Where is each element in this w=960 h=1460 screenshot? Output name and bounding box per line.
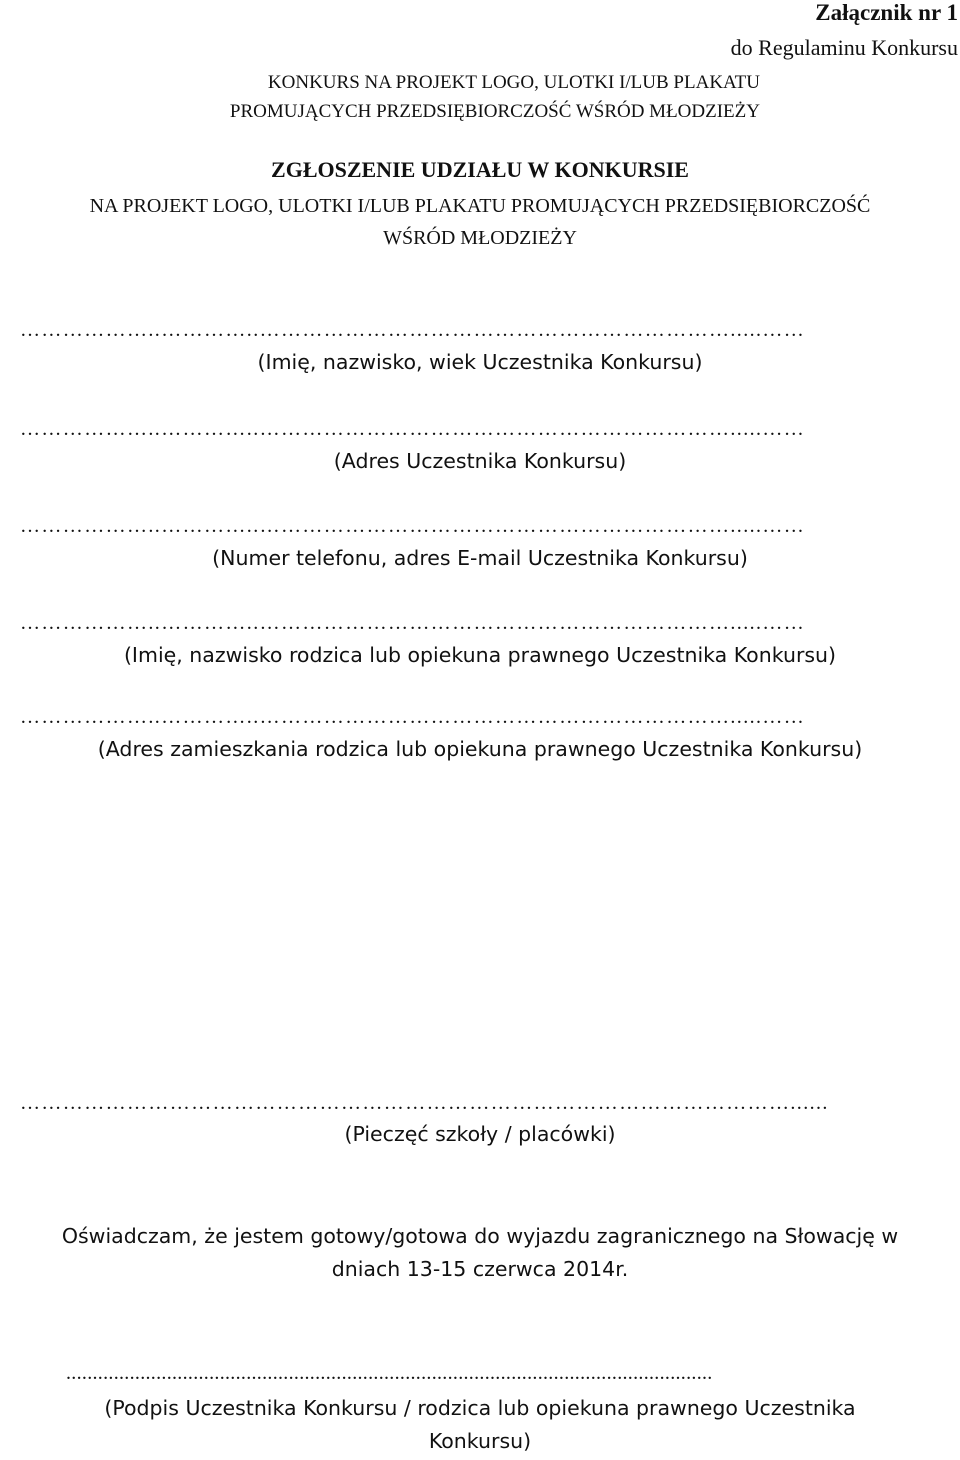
fill-line[interactable]: ………………..…………..………………………………………………………….....…… xyxy=(20,515,806,537)
fill-line[interactable]: ………………..…………..………………………………………………………….....…… xyxy=(20,612,806,634)
signature-caption xyxy=(0,1392,960,1458)
field-caption: (Numer telefonu, adres E-mail Uczestnika Konkursu) xyxy=(212,546,748,570)
form-heading-line3: WŚRÓD MŁODZIEŻY xyxy=(383,227,577,249)
declaration-line1: Oświadczam, że jestem gotowy/gotowa do wyjazdu zagranicznego na Słowację w xyxy=(61,1224,899,1248)
declaration-line2: dniach 13-15 czerwca 2014r. xyxy=(331,1257,629,1281)
field-caption: (Adres Uczestnika Konkursu) xyxy=(333,449,627,473)
annex-subtitle: do Regulaminu Konkursu xyxy=(730,35,958,60)
form-heading-line2: NA PROJEKT LOGO, ULOTKI I/LUB PLAKATU PROMUJĄCYCH PRZEDSIĘBIORCZOŚĆ xyxy=(89,195,871,217)
field-caption: (Adres zamieszkania rodzica lub opiekuna prawnego Uczestnika Konkursu) xyxy=(97,737,863,761)
fill-line[interactable]: ………………..…………..………………………………………………………….....…… xyxy=(20,706,806,728)
field-caption: (Imię, nazwisko, wiek Uczestnika Konkursu) xyxy=(257,350,703,374)
form-heading-title: ZGŁOSZENIE UDZIAŁU W KONKURSIE xyxy=(271,157,689,182)
fill-line[interactable]: ………………..…………..………………………………………………………….....…… xyxy=(20,418,806,440)
fill-line[interactable]: ………………..…………..………………………………………………………….....…… xyxy=(20,319,806,341)
declaration xyxy=(0,1220,960,1286)
stamp-caption: (Pieczęć szkoły / placówki) xyxy=(344,1122,616,1146)
annex-title: Załącznik nr 1 xyxy=(815,0,958,25)
signature-fill-line[interactable]: .......................................................................................................................... xyxy=(66,1362,713,1384)
contest-name-line2: PROMUJĄCYCH PRZEDSIĘBIORCZOŚĆ WŚRÓD MŁODZIEŻY xyxy=(229,101,760,122)
signature-caption-line2: Konkursu) xyxy=(428,1429,532,1453)
stamp-fill-line[interactable]: ………………………………………………………………………………………………...... xyxy=(20,1092,829,1114)
field-caption: (Imię, nazwisko rodzica lub opiekuna prawnego Uczestnika Konkursu) xyxy=(123,643,837,667)
contest-name xyxy=(0,68,760,126)
signature-caption-line1: (Podpis Uczestnika Konkursu / rodzica lub opiekuna prawnego Uczestnika xyxy=(104,1396,856,1420)
contest-name-line1: KONKURS NA PROJEKT LOGO, ULOTKI I/LUB PLAKATU xyxy=(267,72,760,93)
